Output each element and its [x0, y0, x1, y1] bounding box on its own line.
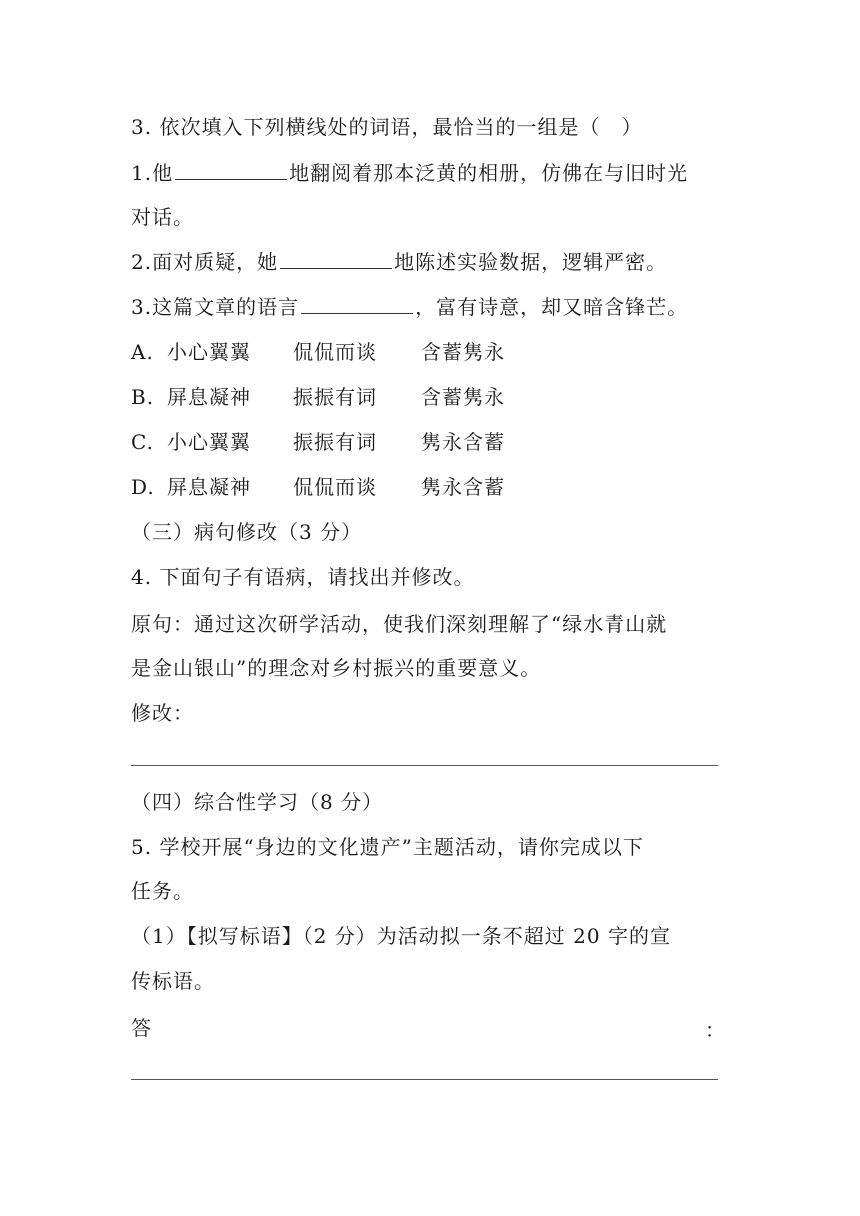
- option-letter: D.: [131, 475, 155, 499]
- sentence-1-end: 地翻阅着那本泛黄的相册，仿佛在与旧时光: [289, 161, 689, 185]
- option-word: 小心翼翼: [167, 430, 251, 454]
- fill-blank-3[interactable]: [301, 295, 413, 314]
- option-word: 含蓄隽永: [421, 385, 505, 409]
- sentence-2: [131, 248, 667, 276]
- sentence-1-continued: 对话。: [131, 205, 194, 229]
- option-word: 小心翼翼: [167, 340, 251, 364]
- task-1-line-2: 传标语。: [131, 969, 215, 993]
- answer-label: 答: [131, 1016, 152, 1040]
- revision-answer-line[interactable]: [131, 765, 718, 766]
- option-word: 侃侃而谈: [293, 340, 377, 364]
- option-letter: C.: [131, 430, 154, 454]
- option-d[interactable]: [131, 473, 505, 501]
- sentence-2-end: 地陈述实验数据，逻辑严密。: [394, 250, 668, 274]
- option-word: 屏息凝神: [167, 475, 251, 499]
- option-word: 侃侃而谈: [293, 475, 377, 499]
- option-b[interactable]: [131, 383, 505, 411]
- option-word: 隽永含蓄: [421, 430, 505, 454]
- option-word: 屏息凝神: [167, 385, 251, 409]
- option-word: 振振有词: [293, 430, 377, 454]
- slogan-answer-line[interactable]: [131, 1079, 718, 1080]
- section-4-heading: （四）综合性学习（8 分）: [131, 790, 384, 814]
- option-word: 含蓄隽永: [421, 340, 505, 364]
- question-3-title: 3. 依次填入下列横线处的词语，最恰当的一组是（ ）: [131, 115, 643, 139]
- section-3-heading: （三）病句修改（3 分）: [131, 520, 363, 544]
- question-5-title-line-2: 任务。: [131, 879, 194, 903]
- sentence-2-start: 2.面对质疑，她: [131, 250, 279, 274]
- task-1-line-1: （1）【拟写标语】（2 分）为活动拟一条不超过 20 字的宣: [131, 924, 671, 948]
- sentence-3: [131, 293, 688, 321]
- question-5-title-line-1: 5. 学校开展“身边的文化遗产”主题活动，请你完成以下: [131, 835, 644, 859]
- revision-label: 修改：: [131, 701, 194, 725]
- sentence-1: [131, 159, 688, 187]
- original-sentence-line-2: 是金山银山”的理念对乡村振兴的重要意义。: [131, 656, 542, 680]
- option-word: 振振有词: [293, 385, 377, 409]
- sentence-3-start: 3.这篇文章的语言: [131, 295, 300, 319]
- question-4-title: 4. 下面句子有语病，请找出并修改。: [131, 565, 475, 589]
- original-sentence-line-1: 原句：通过这次研学活动，使我们深刻理解了“绿水青山就: [131, 612, 668, 636]
- option-c[interactable]: [131, 428, 505, 456]
- option-letter: B.: [131, 385, 155, 409]
- fill-blank-2[interactable]: [280, 250, 392, 269]
- sentence-3-end: ，富有诗意，却又暗含锋芒。: [415, 295, 689, 319]
- answer-colon: ：: [705, 1018, 725, 1042]
- option-letter: A.: [131, 340, 154, 364]
- sentence-1-start: 1.他: [131, 161, 174, 185]
- option-word: 隽永含蓄: [421, 475, 505, 499]
- option-a[interactable]: [131, 338, 505, 366]
- fill-blank-1[interactable]: [175, 161, 287, 180]
